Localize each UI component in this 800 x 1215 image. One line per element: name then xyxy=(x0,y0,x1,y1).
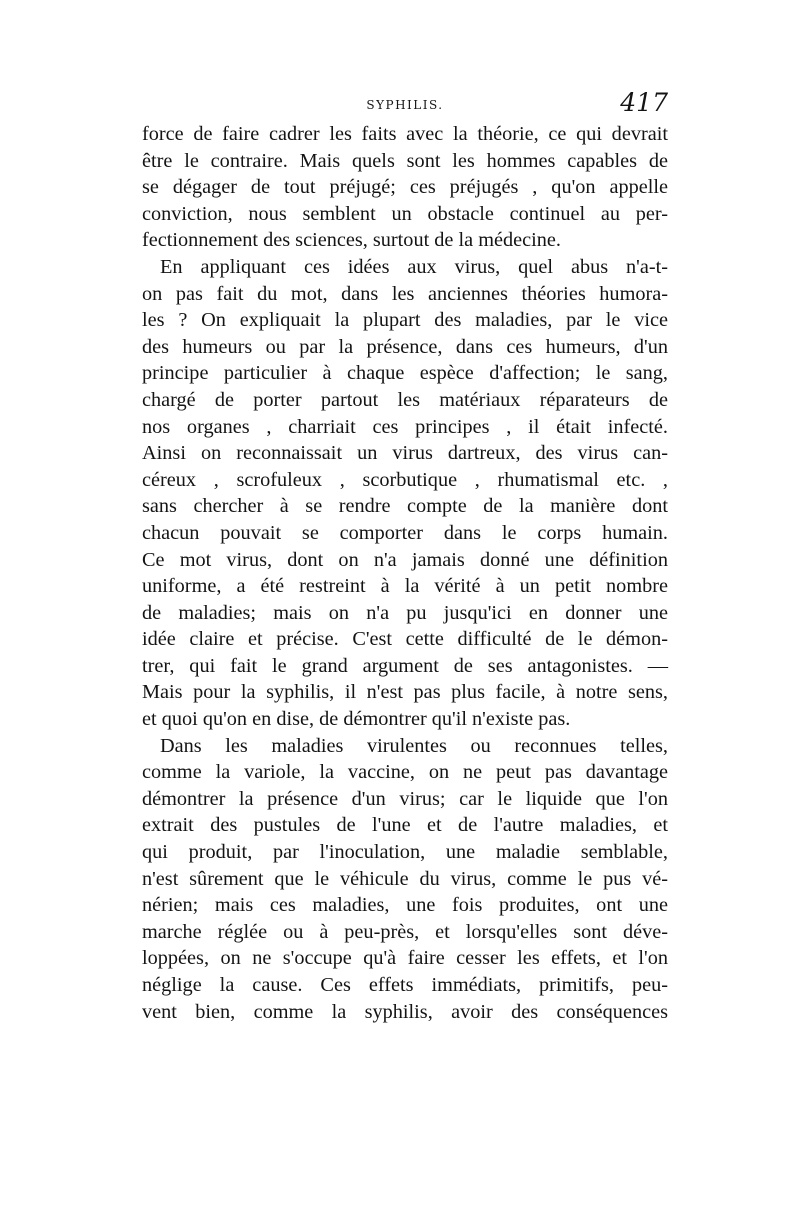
text-line: des humeurs ou par la présence, dans ces humeurs, d'un xyxy=(142,335,668,358)
text-line: En appliquant ces idées aux virus, quel abus n'a-t- xyxy=(160,255,668,278)
text-line: chacun pouvait se comporter dans le corps humain. xyxy=(142,521,668,544)
text-line: chargé de porter partout les matériaux réparateurs de xyxy=(142,388,668,411)
running-title: SYPHILIS. xyxy=(366,98,444,112)
text-line: extrait des pustules de l'une et de l'autre maladies, et xyxy=(142,814,668,837)
text-line: vent bien, comme la syphilis, avoir des conséquences xyxy=(142,1000,668,1023)
text-line: de maladies; mais on n'a pu jusqu'ici en donner une xyxy=(142,601,668,624)
text-line: se dégager de tout préjugé; ces préjugés , qu'on appelle xyxy=(142,176,668,199)
text-line: uniforme, a été restreint à la vérité à un petit nombre xyxy=(142,575,668,598)
text-line: néglige la cause. Ces effets immédiats, primitifs, peu- xyxy=(142,974,668,996)
text-line: les ? On expliquait la plupart des maladies, par le vice xyxy=(142,309,668,332)
text-line: nérien; mais ces maladies, une fois produites, ont une xyxy=(142,894,668,917)
text-line: démontrer la présence d'un virus; car le liquide que l'on xyxy=(142,787,668,810)
text-line: marche réglée ou à peu-près, et lorsqu'elles sont déve- xyxy=(142,920,668,943)
text-line: Ce mot virus, dont on n'a jamais donné une définition xyxy=(142,548,668,571)
text-line: Dans les maladies virulentes ou reconnues telles, xyxy=(160,734,668,757)
text-line: et quoi qu'on en dise, de démontrer qu'il n'existe pas. xyxy=(142,708,571,731)
text-line: loppées, on ne s'occupe qu'à faire cesser les effets, et l'on xyxy=(142,947,668,970)
text-line: sans chercher à se rendre compte de la manière dont xyxy=(142,495,668,518)
text-line: fectionnement des sciences, surtout de la médecine. xyxy=(142,229,561,252)
text-line: céreux , scrofuleux , scorbutique , rhumatismal etc. , xyxy=(142,468,668,491)
text-line: Ainsi on reconnaissait un virus dartreux, des virus can- xyxy=(142,442,668,465)
text-line: force de faire cadrer les faits avec la théorie, ce qui devrait xyxy=(142,123,668,145)
page-number: 417 xyxy=(620,88,668,117)
text-line: on pas fait du mot, dans les anciennes théories humora- xyxy=(142,282,668,305)
text-line: principe particulier à chaque espèce d'affection; le sang, xyxy=(142,362,668,385)
text-line: trer, qui fait le grand argument de ses antagonistes. — xyxy=(142,654,668,677)
text-line: idée claire et précise. C'est cette difficulté de le démon- xyxy=(142,628,668,651)
text-line: comme la variole, la vaccine, on ne peut pas davantage xyxy=(142,761,668,784)
running-head xyxy=(142,88,668,122)
text-line: n'est sûrement que le véhicule du virus, comme le pus vé- xyxy=(142,867,668,890)
text-line: être le contraire. Mais quels sont les hommes capables de xyxy=(142,149,668,172)
text-line: nos organes , charriait ces principes , il était infecté. xyxy=(142,415,668,438)
body-text xyxy=(142,121,668,1025)
text-line: Mais pour la syphilis, il n'est pas plus facile, à notre sens, xyxy=(142,681,668,704)
text-line: qui produit, par l'inoculation, une maladie semblable, xyxy=(142,841,668,864)
text-line: conviction, nous semblent un obstacle continuel au per- xyxy=(142,202,668,225)
